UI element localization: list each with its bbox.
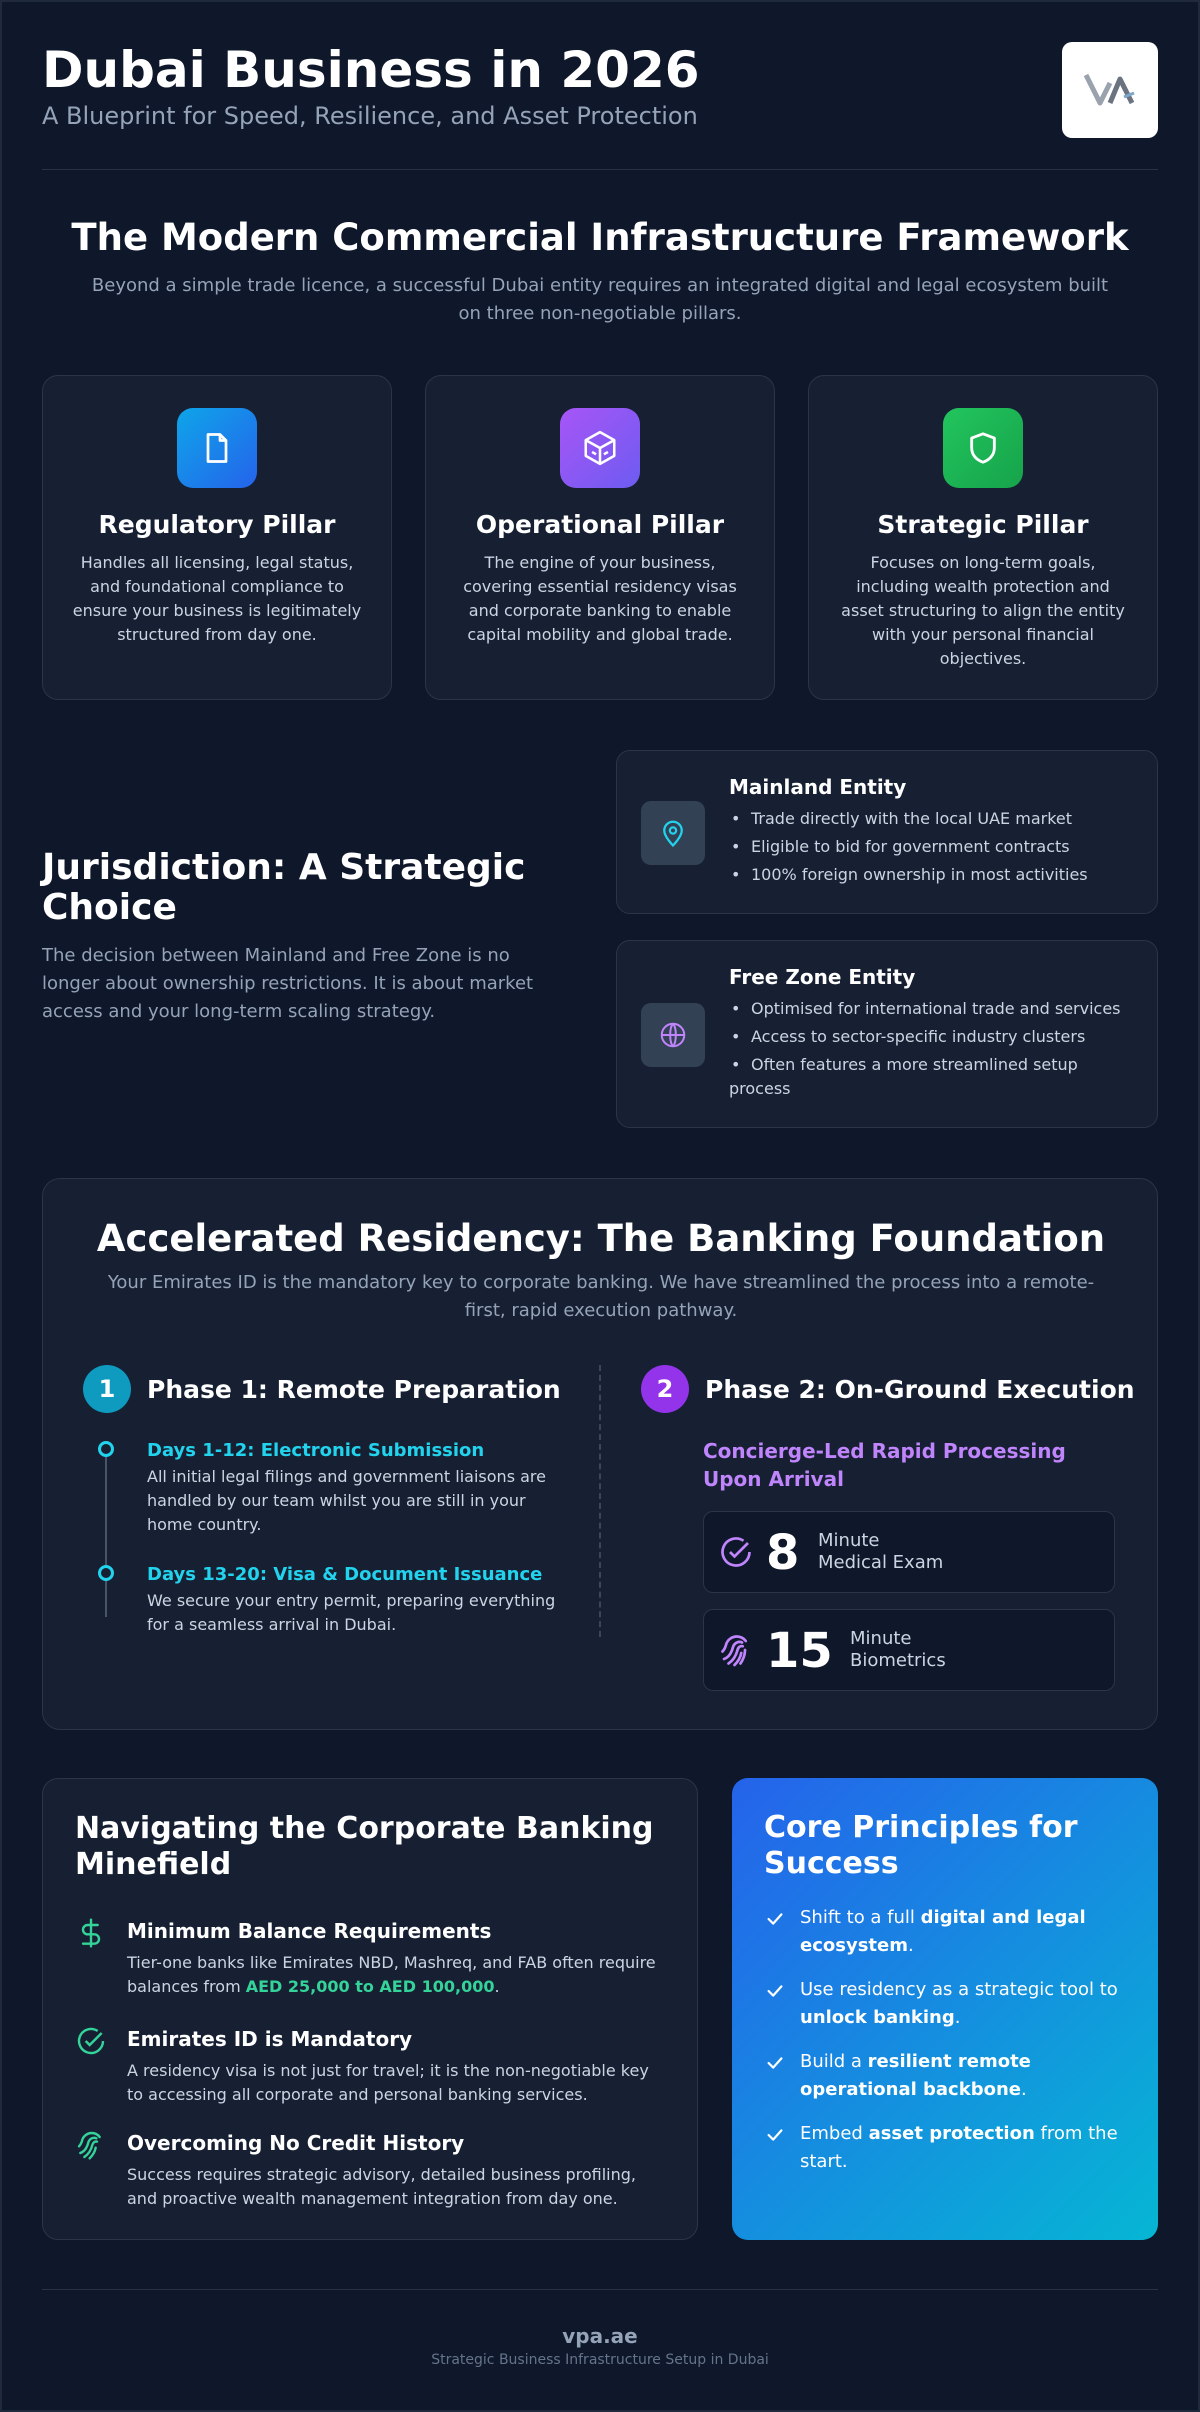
pillar-description: The engine of your business, covering essential residency visas and corporate banking to enable capital mobility and global trade. xyxy=(463,553,737,644)
stat-unit: Minute xyxy=(850,1628,912,1649)
jurisdiction-title: Jurisdiction: A Strategic Choice xyxy=(42,847,526,928)
step-title: Days 13-20: Visa & Document Issuance xyxy=(147,1564,543,1585)
step-description: All initial legal filings and government liaisons are handled by our team whilst you are still in your home country. xyxy=(147,1467,546,1534)
box-icon xyxy=(560,408,640,488)
page-title: Dubai Business in 2026 xyxy=(42,41,700,99)
balance-range-highlight: AED 25,000 to AED 100,000 xyxy=(245,1977,495,1996)
header-divider xyxy=(42,169,1158,170)
logo-mark-icon xyxy=(1080,69,1140,109)
phase-1-header xyxy=(83,1365,561,1413)
banking-item-description xyxy=(127,1951,667,1999)
pillar-title: Regulatory Pillar xyxy=(98,510,336,539)
principle-pre: Embed xyxy=(800,2123,869,2144)
pillar-card-regulatory xyxy=(42,375,392,700)
timeline-line xyxy=(105,1447,107,1617)
jurisdiction-description: The decision between Mainland and Free Zone is no longer about ownership restrictions. It is about market access and your long-term scaling strategy. xyxy=(42,945,534,1022)
check-circle-icon xyxy=(718,1534,754,1570)
phase-title: Phase 1: Remote Preparation xyxy=(147,1374,561,1404)
list-item: • Optimised for international trade and services xyxy=(729,997,1139,1021)
list-item: • Eligible to bid for government contracts xyxy=(729,835,1139,859)
principle-text xyxy=(800,1976,1134,2032)
pillar-card-operational xyxy=(425,375,775,700)
pillar-card-strategic xyxy=(808,375,1158,700)
list-item: • Trade directly with the local UAE market xyxy=(729,807,1139,831)
banking-card xyxy=(42,1778,698,2240)
timeline-dot xyxy=(98,1441,114,1457)
step-title: Days 1-12: Electronic Submission xyxy=(147,1440,485,1461)
phase-number-badge: 1 xyxy=(83,1365,131,1413)
entity-title: Mainland Entity xyxy=(729,775,907,799)
residency-title: Accelerated Residency: The Banking Foundation xyxy=(96,1217,1106,1260)
principle-bold: resilient remote operational backbone xyxy=(800,2051,1031,2100)
principle-bold: unlock banking xyxy=(800,2007,955,2028)
check-icon xyxy=(764,1908,786,1930)
pillar-title: Operational Pillar xyxy=(475,510,725,539)
footer-divider xyxy=(42,2289,1158,2290)
banking-item-title: Overcoming No Credit History xyxy=(127,2131,465,2155)
entity-title: Free Zone Entity xyxy=(729,965,916,989)
document-icon xyxy=(177,408,257,488)
page-subtitle: A Blueprint for Speed, Resilience, and Asset Protection xyxy=(42,102,698,130)
timeline-step xyxy=(147,1563,567,1637)
phase-number-badge: 2 xyxy=(641,1365,689,1413)
dollar-icon xyxy=(75,1917,107,1949)
entity-body xyxy=(729,965,1139,1105)
pillar-description: Focuses on long-term goals, including wealth protection and asset structuring to align the entity with your personal financial objectives. xyxy=(841,553,1125,668)
footer-site-link[interactable]: vpa.ae xyxy=(562,2324,638,2348)
framework-description: Beyond a simple trade licence, a successful Dubai entity requires an integrated digital and legal ecosystem built on three non-negotiable pillars. xyxy=(91,275,1109,324)
phase-divider xyxy=(599,1365,601,1637)
entity-points xyxy=(729,997,1139,1101)
check-icon xyxy=(764,1980,786,2002)
stat-card-biometrics xyxy=(703,1609,1115,1691)
residency-section xyxy=(42,1178,1158,1730)
list-item: • 100% foreign ownership in most activities xyxy=(729,863,1139,887)
stat-value: 15 xyxy=(766,1623,833,1679)
principle-post: from the start. xyxy=(800,2123,1118,2172)
list-item: • Access to sector-specific industry clusters xyxy=(729,1025,1139,1049)
residency-description: Your Emirates ID is the mandatory key to corporate banking. We have streamlined the process into a remote-first, rapid execution pathway. xyxy=(107,1272,1095,1321)
list-item: • Often features a more streamlined setup process xyxy=(729,1053,1139,1101)
stat-value: 8 xyxy=(766,1525,800,1581)
principle-bold: digital and legal ecosystem xyxy=(800,1907,1086,1956)
banking-item-description: A residency visa is not just for travel; it is the non-negotiable key to accessing all corporate and personal banking services. xyxy=(127,2061,649,2104)
header xyxy=(42,40,1158,140)
fingerprint-icon xyxy=(718,1632,754,1668)
principle-post: . xyxy=(1020,2079,1027,2100)
shield-icon xyxy=(943,408,1023,488)
map-pin-icon xyxy=(641,801,705,865)
principle-text xyxy=(800,2120,1134,2176)
stat-label xyxy=(850,1628,946,1672)
free-zone-entity-card xyxy=(616,940,1158,1128)
stat-name: Medical Exam xyxy=(818,1552,944,1573)
phase-2-subtitle: Concierge-Led Rapid Processing Upon Arrival xyxy=(703,1439,1066,1491)
check-icon xyxy=(764,2052,786,2074)
principle-text xyxy=(800,1904,1134,1960)
core-principles-card xyxy=(732,1778,1158,2240)
mainland-entity-card xyxy=(616,750,1158,914)
principle-pre: Use residency as a strategic tool to xyxy=(800,1979,1118,2000)
timeline-step xyxy=(147,1439,567,1537)
entity-points xyxy=(729,807,1139,887)
description-text: Tier-one banks like Emirates NBD, Mashreq, and FAB often require balances from xyxy=(127,1953,656,1996)
principle-post: . xyxy=(907,1935,914,1956)
check-circle-icon xyxy=(75,2025,107,2057)
company-logo[interactable] xyxy=(1062,42,1158,138)
banking-item-title: Minimum Balance Requirements xyxy=(127,1919,492,1943)
globe-icon xyxy=(641,1003,705,1067)
fingerprint-icon xyxy=(75,2129,107,2161)
principle-bold: asset protection xyxy=(868,2123,1035,2144)
core-principles-title: Core Principles for Success xyxy=(764,1810,1078,1881)
principle-text xyxy=(800,2048,1134,2104)
banking-title: Navigating the Corporate Banking Minefield xyxy=(75,1811,654,1882)
banking-item-title: Emirates ID is Mandatory xyxy=(127,2027,413,2051)
pillar-title: Strategic Pillar xyxy=(877,510,1089,539)
banking-item-description: Success requires strategic advisory, detailed business profiling, and proactive wealth management integration from day one. xyxy=(127,2165,637,2208)
pillar-description: Handles all licensing, legal status, and foundational compliance to ensure your business is legitimately structured from day one. xyxy=(72,553,362,644)
description-text: . xyxy=(494,1977,500,1996)
principle-pre: Shift to a full xyxy=(800,1907,921,1928)
footer-tagline: Strategic Business Infrastructure Setup in Dubai xyxy=(431,2352,769,2368)
stat-label xyxy=(818,1530,943,1574)
phase-2-header xyxy=(641,1365,1135,1413)
principle-post: . xyxy=(954,2007,961,2028)
step-description: We secure your entry permit, preparing everything for a seamless arrival in Dubai. xyxy=(147,1591,556,1634)
check-icon xyxy=(764,2124,786,2146)
entity-body xyxy=(729,775,1139,891)
stat-name: Biometrics xyxy=(850,1650,946,1671)
stat-unit: Minute xyxy=(818,1530,880,1551)
timeline-dot xyxy=(98,1565,114,1581)
framework-title: The Modern Commercial Infrastructure Framework xyxy=(71,216,1129,259)
stat-card-medical xyxy=(703,1511,1115,1593)
principle-pre: Build a xyxy=(800,2051,868,2072)
phase-title: Phase 2: On-Ground Execution xyxy=(705,1374,1135,1404)
